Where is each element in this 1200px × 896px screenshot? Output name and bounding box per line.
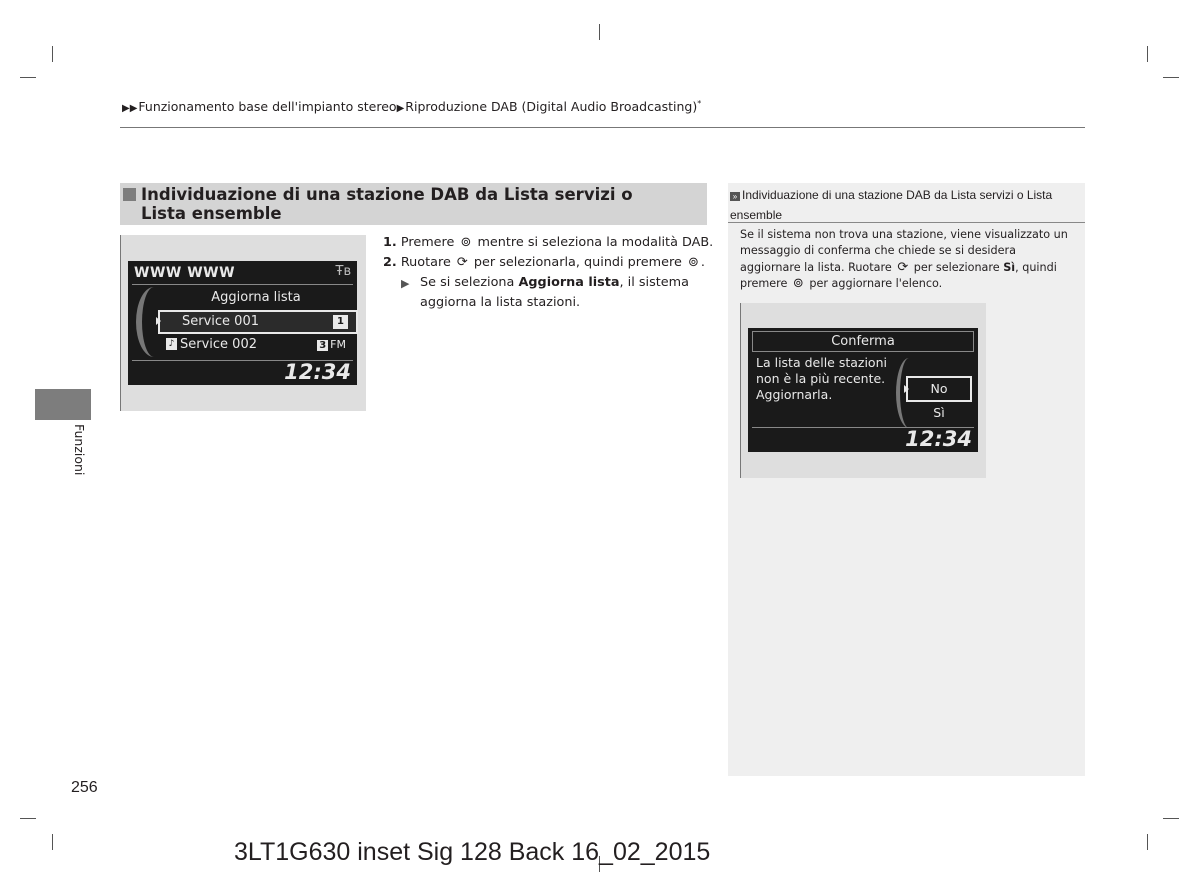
section-heading-text: Individuazione di una stazione DAB da Lista servizi o Lista ensemble [141,185,633,223]
list-item [158,334,354,356]
step-1 [383,233,713,253]
note-reference-icon: » [730,192,740,201]
station-name: WWW WWW [134,265,236,281]
breadcrumb-arrows: ▶▶ [122,103,138,115]
step-number: 2. [383,255,397,270]
breadcrumb-separator: ▶ [396,103,405,115]
crop-mark [1147,46,1148,62]
preset-number: 1 [333,315,348,329]
panel-edge [120,235,121,411]
crop-mark [52,834,53,850]
display-illustration-confirm [740,303,986,478]
cursor-pointer-icon [904,385,909,393]
cursor-pointer-icon [156,317,161,325]
option-no-selected: No [906,376,972,402]
audio-display-screen [748,328,978,452]
crop-mark [1163,818,1179,819]
divider [132,284,353,285]
step-text: per selezionarla, quindi premere [473,255,682,270]
option-si: Sì [933,405,945,420]
clock: 12:34 [905,427,972,451]
note-body: Se il sistema non trova una stazione, viene visualizzato un messaggio di conferma che chiede se si desidera aggiornare la lista. Ruotare ⟳ per selezionare Sì, quindi premere ⊚ per aggiornare l'elenco. [740,228,1068,292]
crop-mark [599,24,600,40]
crop-mark [52,46,53,62]
step-2: 2. Ruotare ⟳ per selezionarla, quindi premere ⊚ . [383,253,713,273]
music-note-icon: ♪ [166,338,177,350]
selector-press-icon: ⊚ [687,255,699,270]
breadcrumb-part-1[interactable]: Funzionamento base dell'impianto stereo [138,99,397,115]
side-note [728,183,1085,776]
page-number: 256 [71,779,98,796]
header-rule [120,127,1085,128]
triangle-right-icon: ▶ [401,277,410,290]
step-number: 1. [383,235,397,250]
breadcrumb [122,99,701,114]
display-illustration-service-list [120,235,366,411]
selector-rotate-icon: ⟳ [897,259,909,275]
selector-rotate-icon: ⟳ [456,255,468,270]
crop-mark [1163,77,1179,78]
breadcrumb-part-2[interactable]: Riproduzione DAB (Digital Audio Broadcasting) [405,99,698,115]
note-heading [730,185,1080,225]
status-icons: Ŧʙ [335,264,351,279]
clock: 12:34 [284,360,351,384]
list-item-label: Service 002 [180,337,257,352]
audio-display-screen [128,261,357,385]
panel-edge [740,303,741,478]
crop-mark [20,77,36,78]
preset-number: 3 FM [319,338,346,351]
dialog-message: La lista delle stazioni non è la più recente. Aggiornarla. [756,355,887,402]
selector-press-icon: ⊚ [460,235,472,250]
crop-mark [20,818,36,819]
section-heading [120,183,707,225]
list-title: Aggiorna lista [211,290,301,305]
breadcrumb-footnote-star: * [697,99,702,108]
note-rule [728,222,1085,223]
print-slug: 3LT1G630 inset Sig 128 Back 16_02_2015 [234,838,711,866]
list-item-label: Service 001 [182,314,259,329]
selector-press-icon: ⊚ [792,276,804,292]
crop-mark [1147,834,1148,850]
step-2-result: ▶ Se si seleziona Aggiorna lista, il sistema aggiorna la lista stazioni. [401,275,689,310]
note-heading-text: Individuazione di una stazione DAB da Lista servizi o Lista ensemble [730,188,1053,222]
list-item-selected [158,310,358,334]
chapter-tab [35,389,91,420]
step-text: Premere [400,235,455,250]
procedure-steps [383,233,713,313]
chapter-tab-label: Funzioni [72,424,87,476]
step-text: Ruotare [400,255,451,270]
step-text: mentre si seleziona la modalità DAB. [477,235,714,250]
dialog-title: Conferma [752,331,974,352]
section-marker-square [123,188,136,201]
